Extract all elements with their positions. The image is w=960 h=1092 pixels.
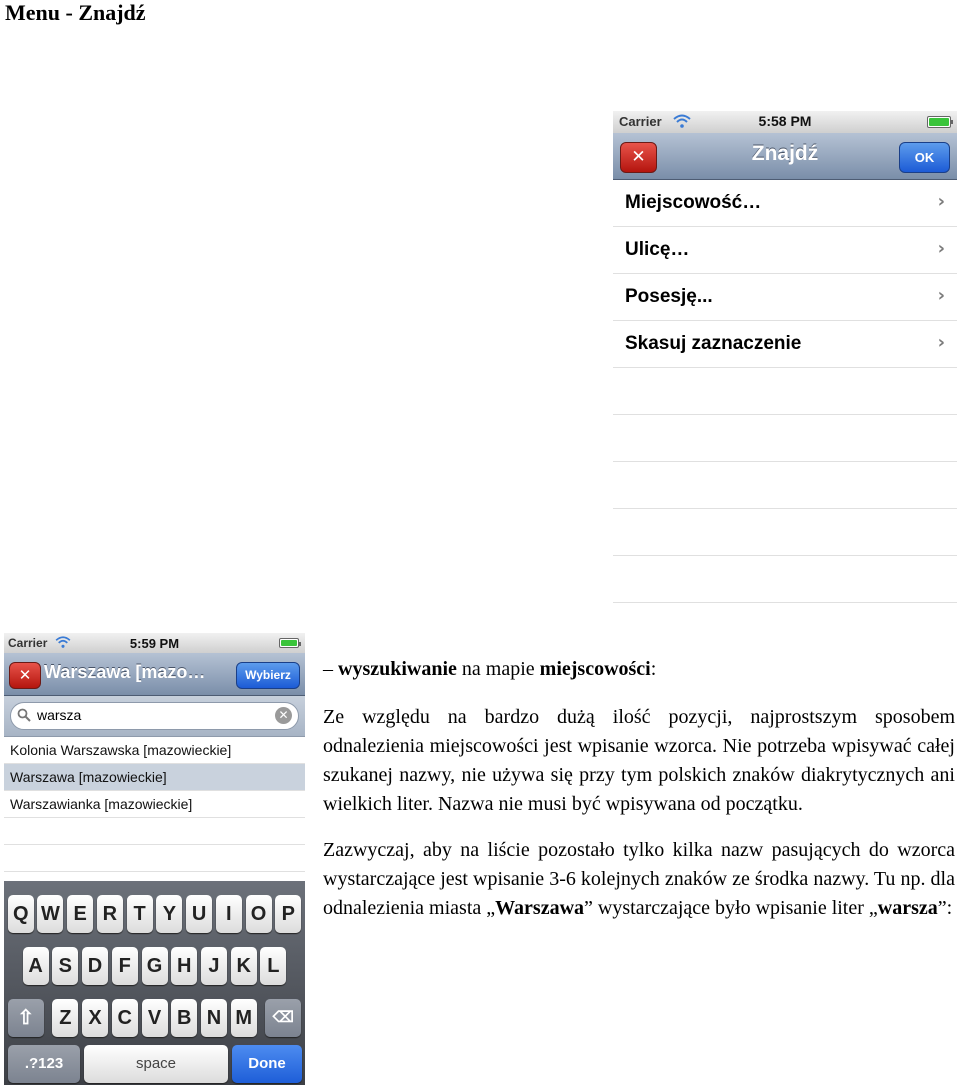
description-text bbox=[323, 655, 955, 940]
key-s[interactable]: S bbox=[52, 947, 78, 985]
empty-row bbox=[4, 818, 305, 845]
key-o[interactable]: O bbox=[246, 895, 272, 933]
search-bar bbox=[4, 696, 305, 737]
key-y[interactable]: Y bbox=[156, 895, 182, 933]
para2-start: Zazwyczaj, aby na liście pozostało tylko kilka nazw pasujących do wzorca wystarczające jest wpisanie 3-6 kolejnych znaków ze środka nazwy. Tu np. dla odnalezienia miasta „ bbox=[323, 839, 955, 919]
empty-row bbox=[613, 509, 957, 556]
ok-button[interactable]: OK bbox=[899, 142, 950, 173]
menu-item-property[interactable] bbox=[613, 274, 957, 321]
page-heading: Menu - Znajdź bbox=[5, 0, 146, 25]
key-z[interactable]: Z bbox=[52, 999, 78, 1037]
key-c[interactable]: C bbox=[112, 999, 138, 1037]
menu-item-label: Ulicę… bbox=[625, 239, 690, 260]
key-u[interactable]: U bbox=[186, 895, 212, 933]
shift-key[interactable]: ⇧ bbox=[8, 999, 44, 1037]
result-label: Warszawa [mazowieckie] bbox=[10, 769, 167, 785]
bullet-end: : bbox=[650, 658, 657, 680]
empty-row bbox=[613, 415, 957, 462]
key-x[interactable]: X bbox=[82, 999, 108, 1037]
result-row[interactable] bbox=[4, 737, 305, 764]
section-bullet bbox=[323, 655, 955, 684]
key-b[interactable]: B bbox=[171, 999, 197, 1037]
space-key[interactable]: space bbox=[84, 1045, 228, 1083]
empty-row bbox=[613, 556, 957, 603]
bullet-bold-2: miejscowości bbox=[539, 658, 651, 680]
key-l[interactable]: L bbox=[260, 947, 286, 985]
result-row[interactable] bbox=[4, 791, 305, 818]
empty-row bbox=[613, 368, 957, 415]
key-d[interactable]: D bbox=[82, 947, 108, 985]
key-k[interactable]: K bbox=[231, 947, 257, 985]
result-label: Warszawianka [mazowieckie] bbox=[10, 796, 193, 812]
key-a[interactable]: A bbox=[23, 947, 49, 985]
key-v[interactable]: V bbox=[142, 999, 168, 1037]
carrier-label: Carrier bbox=[8, 636, 48, 650]
menu-item-label: Posesję... bbox=[625, 286, 713, 307]
nav-bar bbox=[613, 133, 957, 180]
menu-item-clear-selection[interactable] bbox=[613, 321, 957, 368]
chevron-right-icon: › bbox=[937, 191, 945, 212]
para2-bold-1: Warszawa bbox=[495, 897, 585, 919]
chevron-right-icon: › bbox=[937, 285, 945, 306]
key-n[interactable]: N bbox=[201, 999, 227, 1037]
empty-row bbox=[613, 462, 957, 509]
key-i[interactable]: I bbox=[216, 895, 242, 933]
key-h[interactable]: H bbox=[171, 947, 197, 985]
menu-list bbox=[613, 180, 957, 603]
search-icon bbox=[17, 708, 31, 722]
key-w[interactable]: W bbox=[37, 895, 63, 933]
nav-bar bbox=[4, 653, 305, 696]
chevron-right-icon: › bbox=[937, 332, 945, 353]
menu-item-label: Miejscowość… bbox=[625, 192, 762, 213]
key-t[interactable]: T bbox=[127, 895, 153, 933]
paragraph-2 bbox=[323, 836, 955, 923]
key-r[interactable]: R bbox=[97, 895, 123, 933]
menu-item-label: Skasuj zaznaczenie bbox=[625, 333, 802, 354]
menu-item-town[interactable] bbox=[613, 180, 957, 227]
key-p[interactable]: P bbox=[275, 895, 301, 933]
clock: 5:59 PM bbox=[129, 636, 180, 651]
choose-button[interactable]: Wybierz bbox=[236, 662, 300, 689]
cancel-button[interactable]: ✕ bbox=[620, 142, 657, 173]
bullet-dash: – bbox=[323, 658, 333, 680]
search-value: warsza bbox=[37, 707, 82, 723]
backspace-key[interactable]: ⌫ bbox=[265, 999, 301, 1037]
search-input[interactable] bbox=[10, 702, 299, 730]
battery-icon bbox=[279, 638, 299, 648]
bullet-mid: na mapie bbox=[456, 658, 540, 680]
result-label: Kolonia Warszawska [mazowieckie] bbox=[10, 742, 232, 758]
status-bar bbox=[613, 111, 957, 133]
done-key[interactable]: Done bbox=[232, 1045, 302, 1083]
para2-end: ”: bbox=[937, 897, 953, 919]
find-menu-screenshot bbox=[613, 111, 957, 625]
nav-title: Znajdź bbox=[751, 142, 819, 165]
clock: 5:58 PM bbox=[758, 113, 812, 129]
paragraph-1: Ze względu na bardzo dużą ilość pozycji, najprostszym sposobem odnalezienia miejscowości jest wpisanie wzorca. Nie potrzeba wpisywać całej szukanej nazwy, nie używa się przy tym polskich znaków diakrytycznych ani wielkich liter. Nazwa nie musi być wpisywana od początku. bbox=[323, 706, 955, 815]
key-g[interactable]: G bbox=[142, 947, 168, 985]
key-f[interactable]: F bbox=[112, 947, 138, 985]
key-e[interactable]: E bbox=[67, 895, 93, 933]
search-screenshot bbox=[4, 633, 305, 1085]
result-row-selected[interactable] bbox=[4, 764, 305, 791]
menu-item-street[interactable] bbox=[613, 227, 957, 274]
empty-row bbox=[4, 845, 305, 872]
nav-title: Warszawa [mazo… bbox=[44, 662, 206, 682]
key-j[interactable]: J bbox=[201, 947, 227, 985]
para2-bold-2: warsza bbox=[877, 897, 938, 919]
numbers-key[interactable]: .?123 bbox=[8, 1045, 80, 1083]
results-list bbox=[4, 737, 305, 872]
bullet-bold-1: wyszukiwanie bbox=[338, 658, 457, 680]
key-q[interactable]: Q bbox=[8, 895, 34, 933]
battery-icon bbox=[927, 116, 951, 128]
clear-icon[interactable]: ✕ bbox=[275, 707, 292, 724]
keyboard bbox=[4, 881, 305, 1085]
carrier-label: Carrier bbox=[619, 114, 662, 129]
cancel-button[interactable]: ✕ bbox=[9, 662, 41, 689]
para2-mid: ” wystarczające było wpisanie liter „ bbox=[584, 897, 878, 919]
key-m[interactable]: M bbox=[231, 999, 257, 1037]
chevron-right-icon: › bbox=[937, 238, 945, 259]
status-bar bbox=[4, 633, 305, 653]
